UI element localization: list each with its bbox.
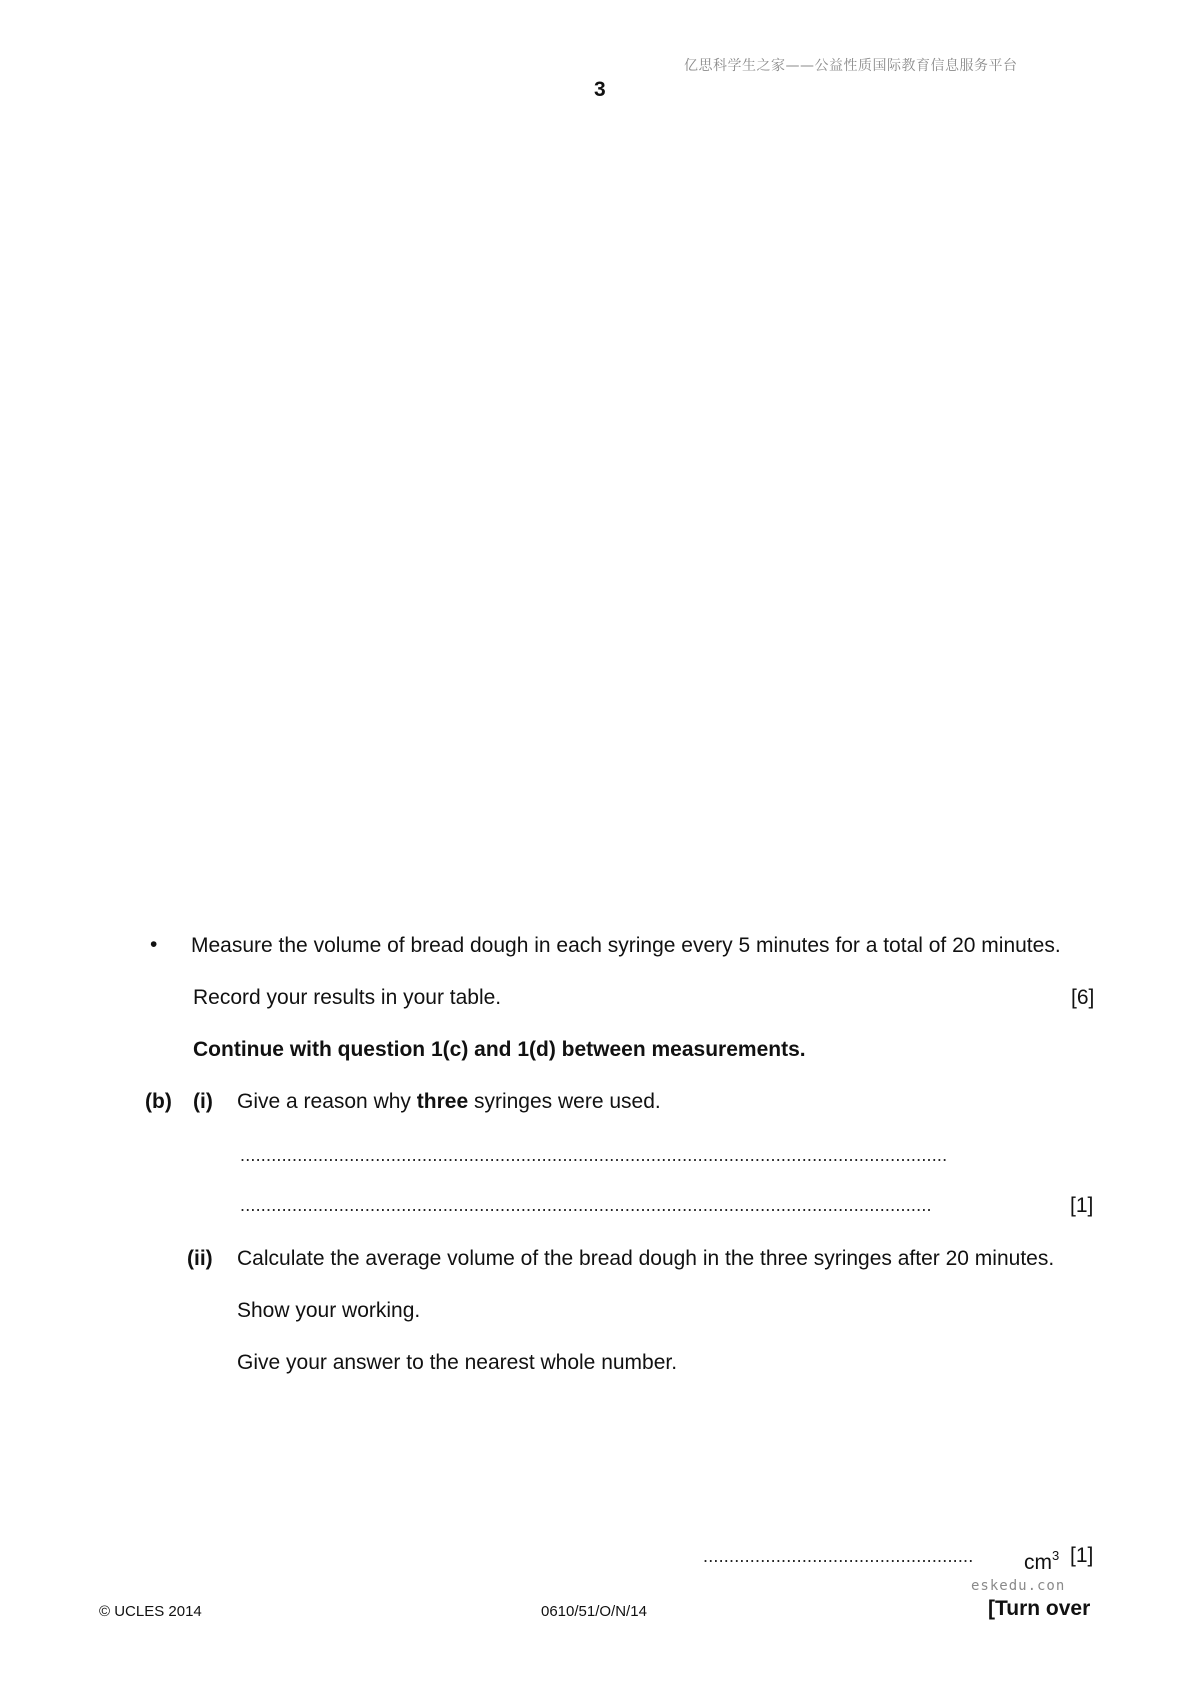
part-b-ii-label: (ii) — [187, 1247, 213, 1270]
nearest-number-instruction: Give your answer to the nearest whole number. — [237, 1351, 678, 1374]
part-b-i-label: (i) — [193, 1090, 213, 1113]
footer-paper-code: 0610/51/O/N/14 — [541, 1603, 647, 1620]
measure-instruction: Measure the volume of bread dough in each syringe every 5 minutes for a total of 20 minutes. — [191, 934, 1061, 957]
unit-cm3 — [1024, 1543, 1059, 1576]
bullet-point: • — [150, 933, 158, 956]
part-b-label: (b) — [145, 1090, 172, 1113]
answer-line-b-i-1[interactable]: ........................................................................................................................................ — [240, 1145, 948, 1165]
question-b-i — [237, 1089, 661, 1115]
turn-over-label: [Turn over — [988, 1597, 1091, 1620]
header-watermark: 亿思科学生之家——公益性质国际教育信息服务平台 — [684, 58, 1018, 74]
page-number: 3 — [594, 78, 606, 101]
marks-b-i: [1] — [1070, 1194, 1094, 1217]
marks-b-ii: [1] — [1070, 1544, 1094, 1567]
footer-watermark: eskedu.con — [971, 1578, 1066, 1594]
question-b-i-emphasis: three — [416, 1090, 469, 1113]
question-b-ii: Calculate the average volume of the bread dough in the three syringes after 20 minutes. — [237, 1247, 1055, 1270]
unit-base: cm — [1024, 1551, 1052, 1574]
answer-line-b-ii[interactable]: .................................................... — [703, 1546, 974, 1566]
continue-note: Continue with question 1(c) and 1(d) between measurements. — [193, 1038, 806, 1061]
footer-copyright: © UCLES 2014 — [99, 1603, 202, 1620]
unit-power: 3 — [1052, 1548, 1060, 1563]
question-b-i-end: syringes were used. — [468, 1090, 661, 1113]
question-b-i-start: Give a reason why — [237, 1090, 417, 1113]
answer-line-b-i-2[interactable]: ..................................................................................................................................... — [240, 1195, 932, 1215]
marks-part-a: [6] — [1071, 986, 1095, 1009]
record-instruction: Record your results in your table. — [193, 986, 502, 1009]
show-working-instruction: Show your working. — [237, 1299, 421, 1322]
